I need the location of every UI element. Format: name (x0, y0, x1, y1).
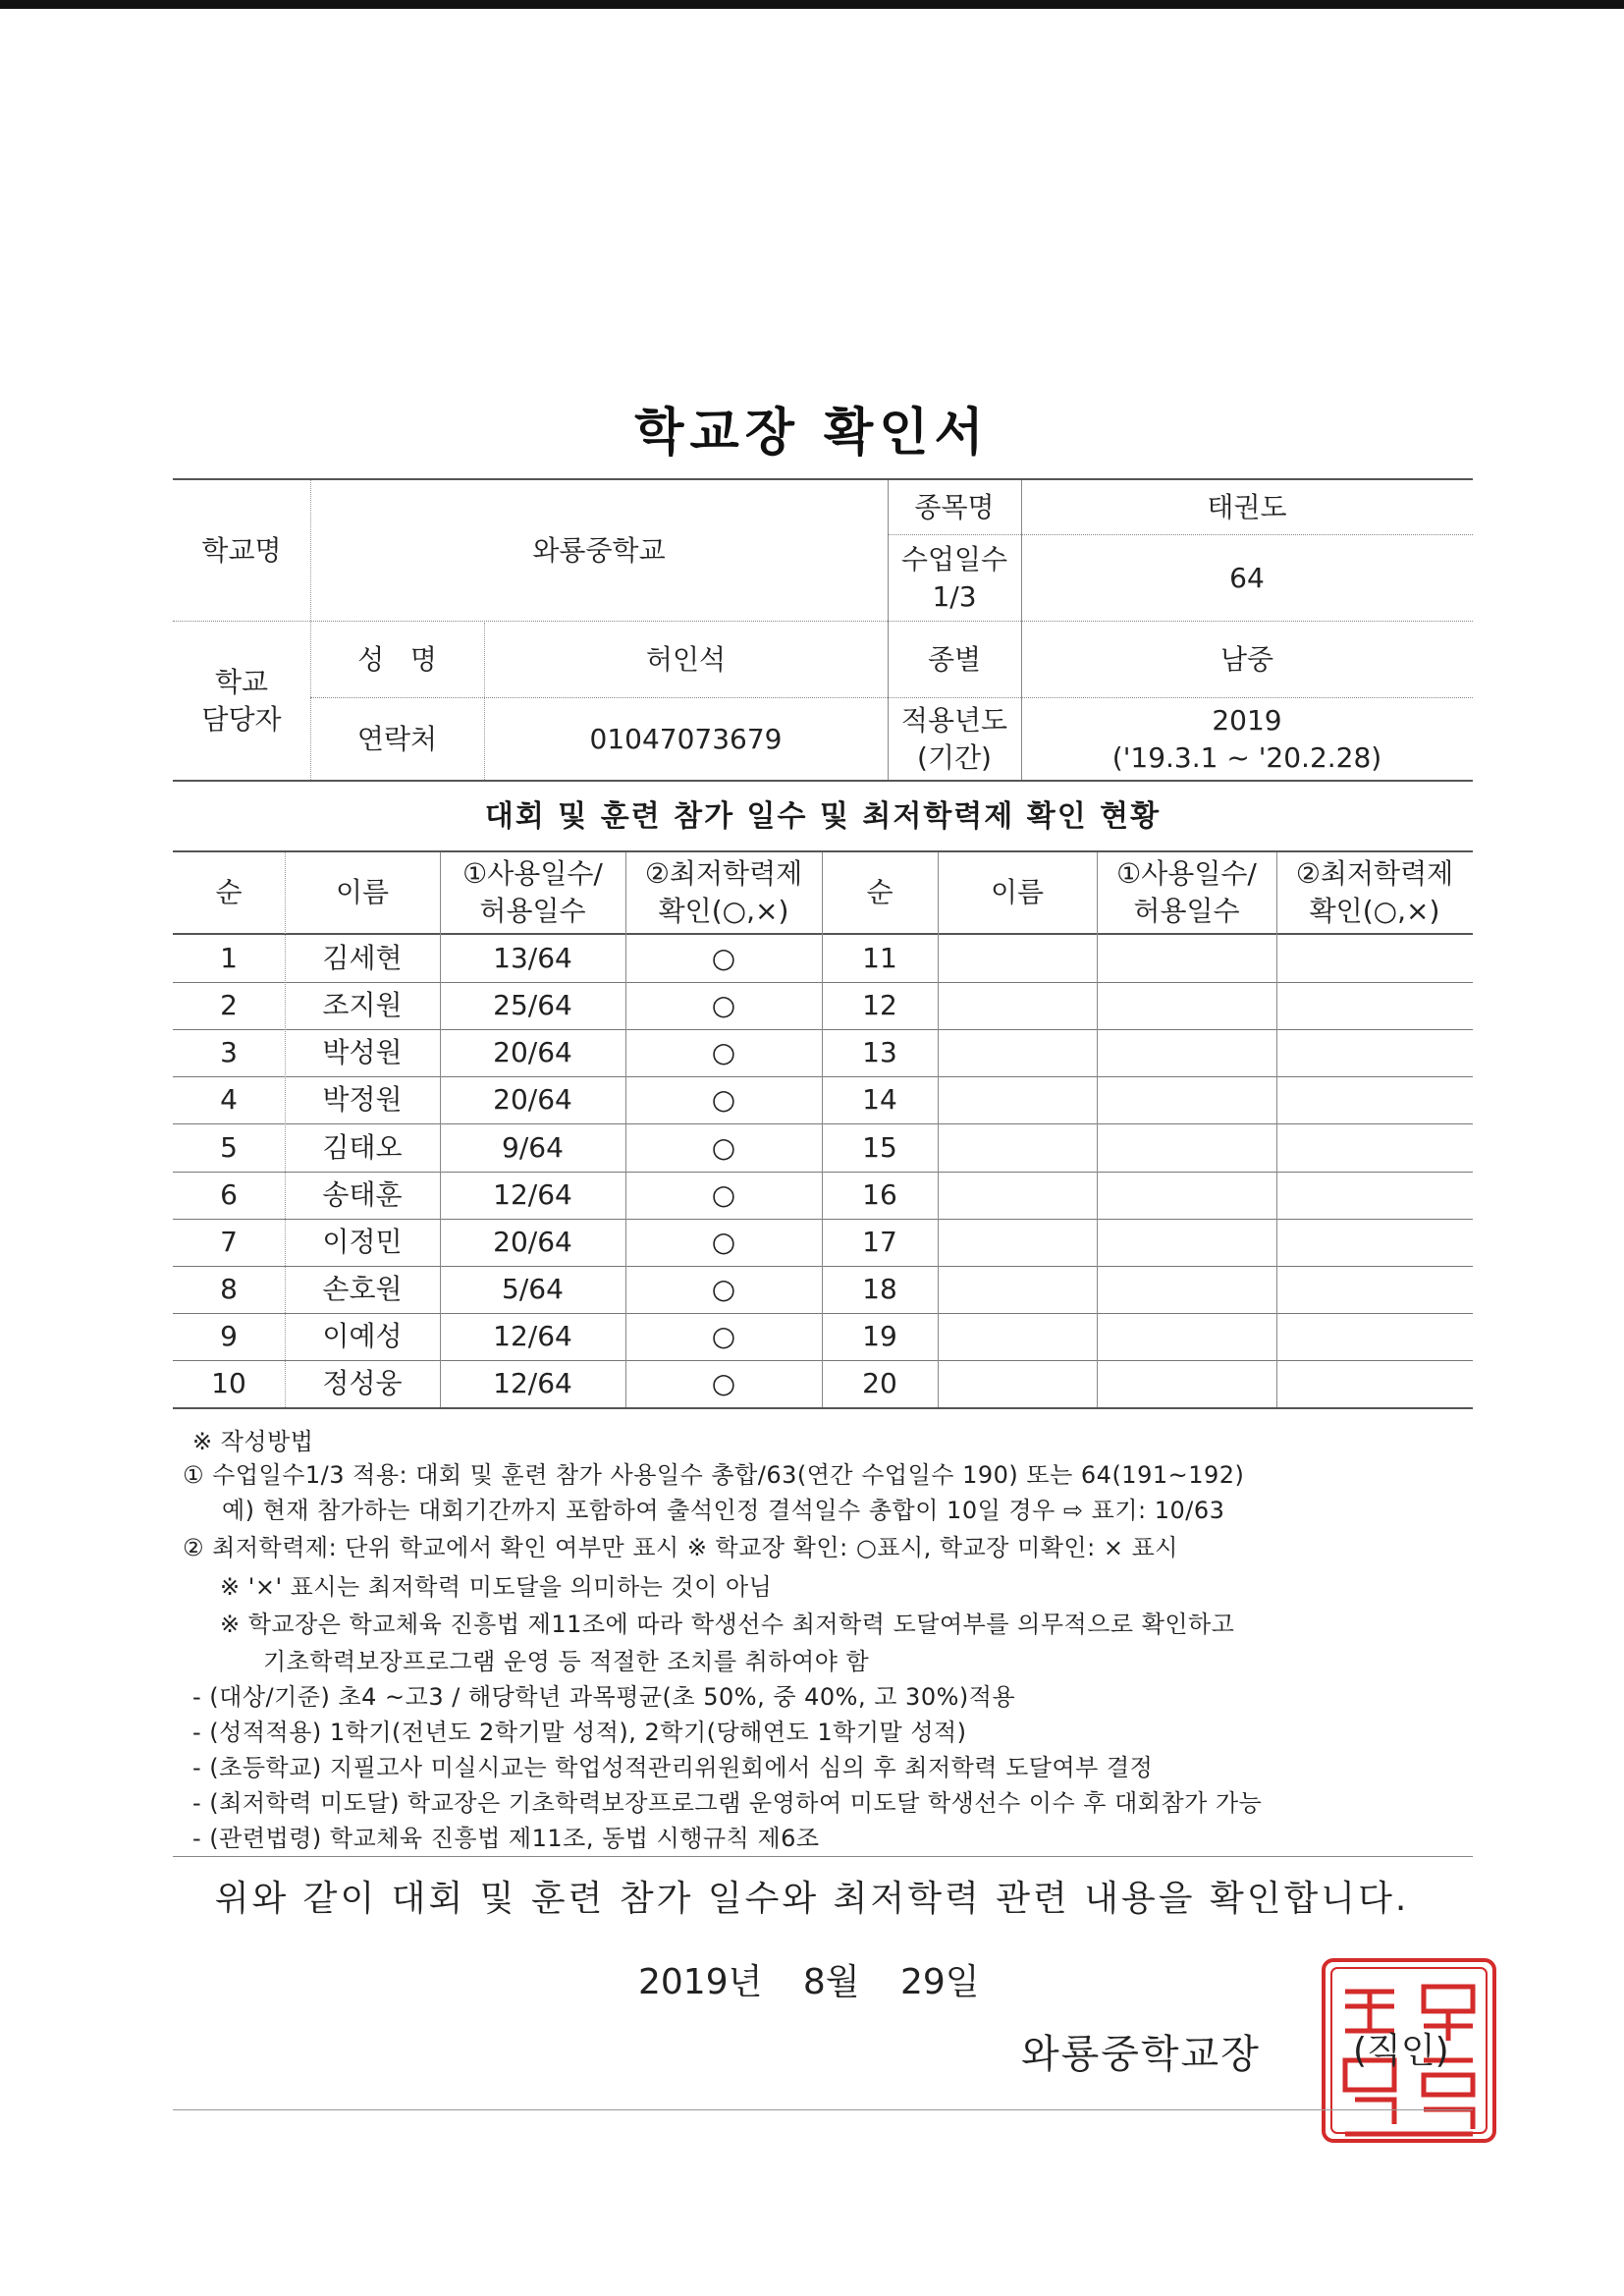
bottom-divider (173, 2109, 1473, 2110)
cell-right-days (1097, 935, 1276, 982)
cell-days: 20/64 (493, 1083, 572, 1117)
year-label: 적용년도 (기간) (900, 704, 1008, 774)
cell-right-no: 16 (862, 1177, 897, 1211)
cell-name: 이예성 (322, 1319, 403, 1352)
detail-1: - (대상/기준) 초4 ~고3 / 해당학년 과목평균(초 50%, 중 40%, 고 30%)적용 (192, 1683, 1016, 1711)
cell-right-no: 17 (862, 1225, 897, 1258)
header-no-right: 순 (866, 876, 893, 909)
cell-name: 송태훈 (322, 1177, 403, 1211)
cell-right-name (938, 1123, 1097, 1171)
cell-days: 13/64 (493, 942, 572, 975)
name-label: 성 명 (357, 643, 437, 677)
cell-no: 7 (220, 1225, 238, 1258)
status-title: 대회 및 훈련 참가 일수 및 최저학력제 확인 현황 (484, 799, 1162, 834)
cell-days: 20/64 (493, 1225, 572, 1258)
cell-right-name (938, 1076, 1097, 1123)
divider (173, 1856, 1473, 1857)
cell-right-check (1276, 1360, 1473, 1407)
header-check: ②최저학력제 확인(○,×) (644, 857, 803, 927)
note-2: ② 최저학력제: 단위 학교에서 확인 여부만 표시 ※ 학교장 확인: ○표시, 학교장 미확인: × 표시 (183, 1534, 1178, 1561)
detail-3: - (초등학교) 지필고사 미실시교는 학업성적관리위원회에서 심의 후 최저학력 도달여부 결정 (192, 1754, 1154, 1781)
cell-name: 김태오 (322, 1130, 403, 1164)
cell-right-days (1097, 982, 1276, 1029)
category-label: 종별 (927, 643, 982, 677)
cell-right-days (1097, 1172, 1276, 1219)
cell-no: 6 (220, 1177, 238, 1211)
notes-heading: ※ 작성방법 (192, 1428, 314, 1455)
cell-right-days (1097, 1076, 1276, 1123)
sport-label: 종목명 (914, 490, 995, 523)
cell-right-days (1097, 1123, 1276, 1171)
cell-right-days (1097, 1219, 1276, 1266)
cell-days: 12/64 (493, 1177, 572, 1211)
cell-no: 2 (220, 989, 238, 1022)
cell-days: 25/64 (493, 989, 572, 1022)
cell-right-name (938, 1313, 1097, 1360)
cell-right-name (938, 982, 1097, 1029)
school-name: 와룡중학교 (532, 533, 666, 567)
cell-check: ○ (711, 1272, 736, 1305)
cell-right-no: 19 (862, 1319, 897, 1352)
detail-2: - (성적적용) 1학기(전년도 2학기말 성적), 2학기(당해연도 1학기말 성적) (192, 1719, 967, 1746)
header-name: 이름 (335, 876, 390, 909)
cell-right-check (1276, 1266, 1473, 1313)
cell-check: ○ (711, 1367, 736, 1400)
cell-right-name (938, 935, 1097, 982)
detail-4: - (최저학력 미도달) 학교장은 기초학력보장프로그램 운영하여 미도달 학생선수 이수 후 대회참가 가능 (192, 1789, 1263, 1817)
principal-name: 와룡중학교장 (1021, 2032, 1261, 2077)
cell-right-check (1276, 1219, 1473, 1266)
cell-name: 박성원 (322, 1036, 403, 1069)
cell-days: 12/64 (493, 1367, 572, 1400)
cell-right-check (1276, 1123, 1473, 1171)
seal-label: (직인) (1353, 2031, 1449, 2071)
class-days-label: 수업일수 1/3 (900, 543, 1008, 613)
cell-name: 김세현 (322, 942, 403, 975)
sport: 태권도 (1207, 490, 1287, 523)
header-days-right: ①사용일수/ 허용일수 (1116, 857, 1257, 927)
period: ('19.3.1 ~ '20.2.28) (1111, 741, 1382, 774)
cell-right-days (1097, 1029, 1276, 1076)
contact-label: 연락처 (356, 723, 438, 756)
cell-no: 8 (220, 1272, 238, 1305)
cell-check: ○ (711, 942, 736, 975)
cell-no: 5 (220, 1130, 238, 1164)
cell-check: ○ (711, 989, 736, 1022)
cell-no: 3 (220, 1036, 238, 1069)
cell-days: 9/64 (502, 1130, 564, 1164)
cell-name: 조지원 (322, 989, 403, 1022)
cell-name: 이정민 (322, 1225, 403, 1258)
cell-right-no: 15 (862, 1130, 897, 1164)
scan-top-edge (0, 0, 1624, 9)
cell-right-days (1097, 1266, 1276, 1313)
category: 남중 (1219, 643, 1274, 677)
header-check-right: ②최저학력제 확인(○,×) (1295, 857, 1454, 927)
cell-right-check (1276, 935, 1473, 982)
cell-check: ○ (711, 1130, 736, 1164)
cell-check: ○ (711, 1177, 736, 1211)
contact: 01047073679 (589, 723, 783, 756)
detail-5: - (관련법령) 학교체육 진흥법 제11조, 동법 시행규칙 제6조 (192, 1825, 820, 1852)
cell-right-check (1276, 982, 1473, 1029)
cell-check: ○ (711, 1225, 736, 1258)
cell-right-no: 12 (862, 989, 897, 1022)
cell-right-name (938, 1172, 1097, 1219)
cell-check: ○ (711, 1083, 736, 1117)
cell-right-name (938, 1360, 1097, 1407)
note-1: ① 수업일수1/3 적용: 대회 및 훈련 참가 사용일수 총합/63(연간 수업일수 190) 또는 64(191~192) (183, 1461, 1245, 1489)
cell-right-days (1097, 1313, 1276, 1360)
cell-name: 손호원 (322, 1272, 403, 1305)
cell-no: 4 (220, 1083, 238, 1117)
cell-name: 박정원 (322, 1083, 403, 1117)
cell-right-check (1276, 1076, 1473, 1123)
cell-right-name (938, 1266, 1097, 1313)
cell-no: 9 (220, 1319, 238, 1352)
manager-name: 허인석 (645, 643, 727, 677)
cell-right-no: 11 (862, 942, 897, 975)
cell-days: 12/64 (493, 1319, 572, 1352)
cell-right-check (1276, 1313, 1473, 1360)
note-4b: 기초학력보장프로그램 운영 등 적절한 조치를 취하여야 함 (263, 1648, 870, 1675)
page-title: 학교장 확인서 (634, 404, 990, 463)
cell-name: 정성웅 (322, 1367, 403, 1400)
school-name-label: 학교명 (201, 533, 282, 567)
manager-label: 학교 담당자 (201, 666, 282, 736)
cell-right-name (938, 1219, 1097, 1266)
cell-days: 5/64 (502, 1272, 564, 1305)
issue-date: 2019년 8월 29일 (638, 1962, 980, 2002)
cell-no: 1 (220, 942, 238, 975)
cell-right-no: 20 (862, 1367, 897, 1400)
cell-right-check (1276, 1029, 1473, 1076)
cell-right-no: 18 (862, 1272, 897, 1305)
cell-no: 10 (211, 1367, 246, 1400)
note-3: ※ '×' 표시는 최저학력 미도달을 의미하는 것이 아님 (220, 1573, 773, 1601)
year-cell (1021, 699, 1473, 780)
confirmation-text: 위와 같이 대회 및 훈련 참가 일수와 최저학력 관련 내용을 확인합니다. (214, 1879, 1410, 1919)
class-days: 64 (1229, 562, 1265, 595)
year: 2019 (1212, 704, 1282, 738)
cell-right-no: 14 (862, 1083, 897, 1117)
note-4: ※ 학교장은 학교체육 진흥법 제11조에 따라 학생선수 최저학력 도달여부를 의무적으로 확인하고 (220, 1611, 1235, 1638)
cell-check: ○ (711, 1319, 736, 1352)
cell-check: ○ (711, 1036, 736, 1069)
cell-right-check (1276, 1172, 1473, 1219)
cell-days: 20/64 (493, 1036, 572, 1069)
header-name-right: 이름 (990, 876, 1045, 909)
cell-right-no: 13 (862, 1036, 897, 1069)
header-no: 순 (215, 876, 243, 909)
note-1b: 예) 현재 참가하는 대회기간까지 포함하여 출석인정 결석일수 총합이 10일 경우 ⇨ 표기: 10/63 (222, 1497, 1225, 1524)
cell-right-days (1097, 1360, 1276, 1407)
cell-right-name (938, 1029, 1097, 1076)
header-days: ①사용일수/ 허용일수 (462, 857, 603, 927)
